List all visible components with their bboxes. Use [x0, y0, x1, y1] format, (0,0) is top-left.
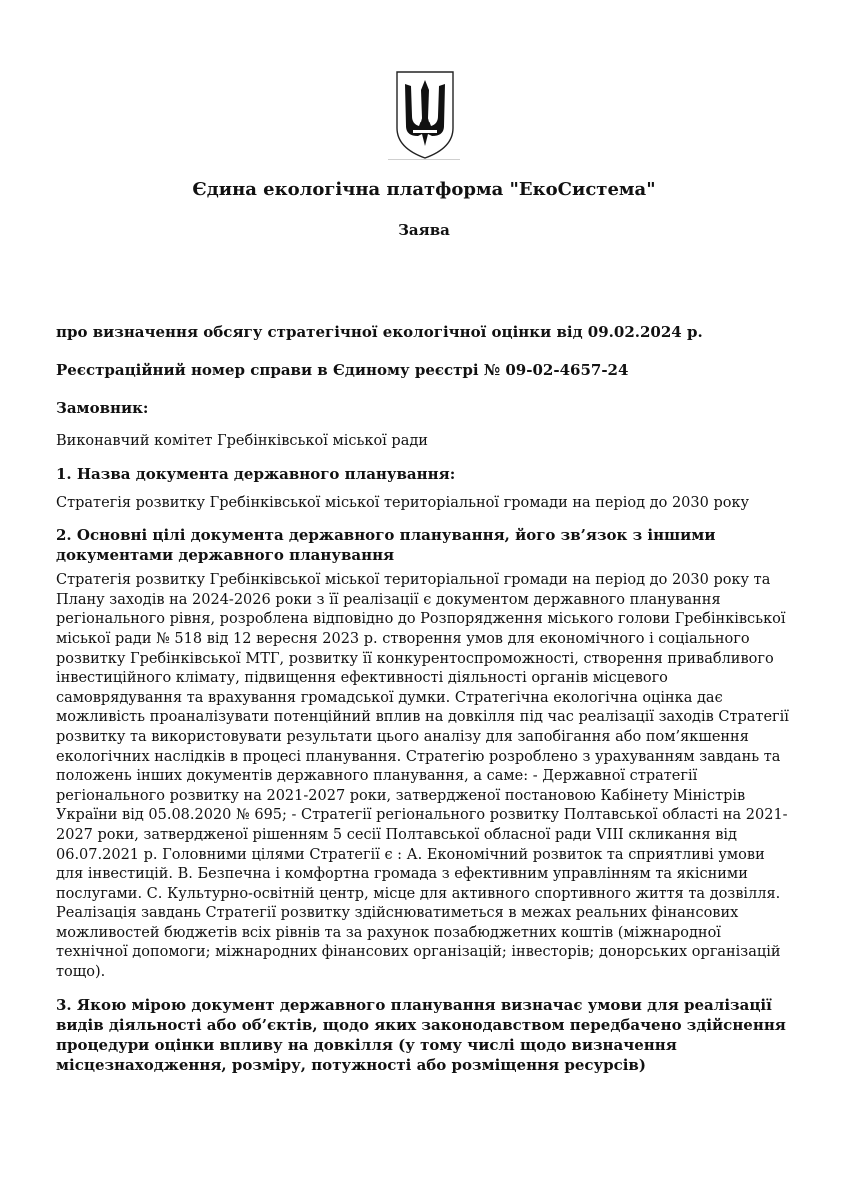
emblem-divider [388, 159, 460, 160]
registration-number: Реєстраційний номер справи в Єдиному реєстрі № 09-02-4657-24 [56, 361, 629, 379]
section-3-heading: 3. Якою мірою документ державного планування визначає умови для реалізації видів діяльності або об’єктів, щодо яких законодавством передбачено здійснення процедури оцінки впливу на довкілля (у тому числі щодо визначення місцезнаходження, розміру, потужності або розміщення ресурсів) [56, 995, 786, 1074]
customer-value: Виконавчий комітет Гребінківської міської ради [56, 433, 428, 449]
document-body [56, 322, 796, 1075]
application-subject: про визначення обсягу стратегічної екологічної оцінки від 09.02.2024 р. [56, 323, 703, 341]
section-1-text: Стратегія розвитку Гребінківської міської територіальної громади на період до 2030 року [56, 494, 750, 511]
trident-coat-of-arms-icon [394, 70, 456, 160]
customer-label: Замовник: [56, 399, 149, 417]
platform-title: Єдина екологічна платформа "ЕкоСистема" [192, 179, 656, 200]
section-2-text: Стратегія розвитку Гребінківської міської територіальної громади на період до 2030 року та Плану заходів на 2024-2026 роки з її реалізації є документом державного планування регіонального рівня, розроблена відповідно до Розпорядження міського голови Гребінківської міської ради № 518 від 12 вересня 2023 р. створення умов для економічного і соціального розвитку Гребінківської МТГ, розвитку її конкурентоспроможності, створення привабливого інвестиційного клімату, підвищення ефективності діяльності органів місцевого самоврядування та врахування громадської думки. Стратегічна екологічна оцінка дає можливість проаналізувати потенційний вплив на довкілля під час реалізації заходів Стратегії розвитку та використовувати результати цього аналізу для запобігання або пом’якшення екологічних наслідків в процесі планування. Стратегію розроблено з урахуванням завдань та положень інших документів державного планування, а саме: - Державної стратегії регіонального розвитку на 2021-2027 роки, затвердженої постановою Кабінету Міністрів України від 05.08.2020 № 695; - Стратегії регіонального розвитку Полтавської області на 2021-2027 роки, затвердженої рішенням 5 сесії Полтавської обласної ради VIII скликання від 06.07.2021 р. Головними цілями Стратегії є : А. Економічний розвиток та сприятливі умови для інвестицій. В. Безпечна і комфортна громада з ефективним управлінням та якісними послугами. С. Культурно-освітній центр, місце для активного спортивного життя та дозвілля. Реалізація завдань Стратегії розвитку здійснюватиметься в межах реальних фінансових можливостей бюджетів всіх рівнів та за рахунок позабюджетних коштів (міжнародної технічної допомоги; міжнародних фінансових організацій; інвесторів; донорських організацій тощо). [56, 572, 789, 981]
section-2-heading: 2. Основні цілі документа державного планування, його зв’язок з іншими документами державного планування [56, 526, 716, 565]
section-1-heading: 1. Назва документа державного планування: [56, 464, 456, 483]
document-type-title: Заява [398, 221, 450, 239]
